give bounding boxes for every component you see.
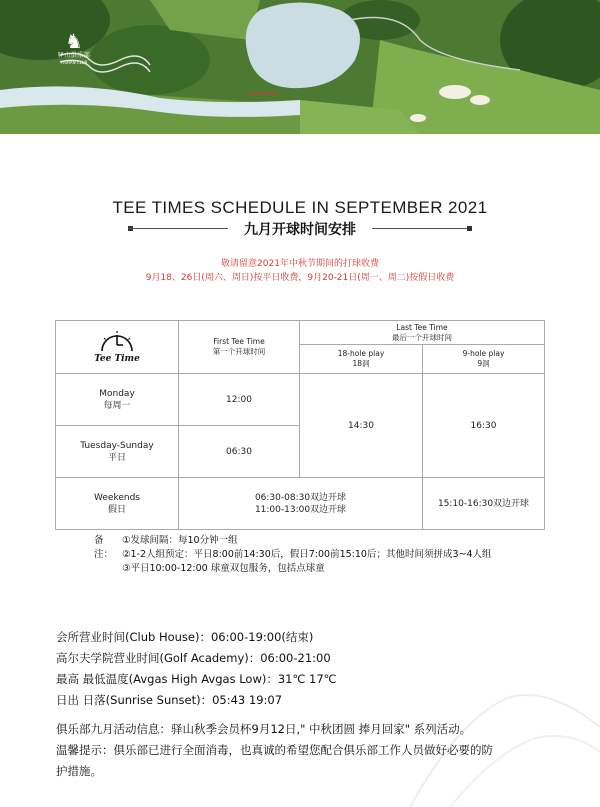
tuesday-sunday-first-tee <box>179 426 300 478</box>
weekday-last-18-hole-value: 14:30 <box>348 420 374 431</box>
title-right-rule <box>372 228 472 229</box>
last-tee-header-en: Last Tee Time <box>396 322 448 332</box>
holiday-notice-line1: 敬请留意2021年中秋节期间的打球收费 <box>221 259 379 269</box>
club-name-en: YISHAN CLUB <box>60 60 88 65</box>
academy-hours: 高尔夫学院营业时间(Golf Academy)：06:00-21:00 <box>56 651 331 665</box>
last-tee-header <box>300 321 544 345</box>
first-tee-header-cn: 第一个开球时间 <box>212 347 266 356</box>
last-tee-header-cn: 最后一个开球时间 <box>392 332 452 342</box>
tee-time-logo <box>92 327 142 367</box>
weekends-label-en: Weekends <box>94 492 140 503</box>
page-title-cn-row <box>128 219 472 239</box>
note-item: ①发球间隔：每10分钟一组 <box>122 535 238 546</box>
tee-time-logo-text: Tee Time <box>94 354 140 364</box>
hero-aerial-photo <box>0 0 600 134</box>
weekday-last-9-hole <box>423 374 544 478</box>
sunrise-sunset-info: 日出 日落(Sunrise Sunset)：05:43 19:07 <box>56 693 283 707</box>
monday-first-tee-value: 12:00 <box>226 394 252 405</box>
club-name-cn: 驿山俱乐部 <box>57 52 91 59</box>
horse-logo-icon: ♞ <box>65 29 83 53</box>
hole9-header-cn: 9洞 <box>477 359 490 368</box>
monday-label-cn: 每周一 <box>103 400 131 411</box>
weekends-last-9-hole-value: 15:10-16:30双边开球 <box>437 498 530 509</box>
tuesday-sunday-label-cell <box>56 426 179 478</box>
weekends-first-tee-line2: 11:00-13:00双边开球 <box>254 504 347 515</box>
note-item: ②1-2人组预定：平日8:00前14:30后，假日7:00前15:10后；其他时间须拼成3~4人组 <box>122 549 492 560</box>
tuesday-sunday-label-en: Tuesday-Sunday <box>80 440 154 451</box>
clubhouse-hours: 会所营业时间(Club House)：06:00-19:00(结束) <box>56 630 314 644</box>
hole18-header-en: 18-hole play <box>337 349 385 358</box>
tee-time-logo-cell <box>56 321 179 374</box>
weekday-last-9-hole-value: 16:30 <box>470 420 497 431</box>
page-title-en: TEE TIMES SCHEDULE IN SEPTEMBER 2021 <box>112 198 488 217</box>
holiday-notice-line2: 9月18、26日(周六、周日)按平日收费，9月20-21日(周一、周二)按假日收费 <box>145 273 455 283</box>
first-tee-header <box>179 321 300 374</box>
notes-list <box>122 534 492 576</box>
monday-label-en: Monday <box>99 388 135 399</box>
golf-course-illustration <box>0 0 600 134</box>
hole9-header <box>423 345 544 374</box>
first-tee-header-en: First Tee Time <box>213 337 265 346</box>
page-title-cn: 九月开球时间安排 <box>244 222 356 238</box>
hole18-header <box>300 345 423 374</box>
weekends-last-9-hole <box>423 478 544 529</box>
hole18-header-cn: 18洞 <box>352 359 370 368</box>
notes-label: 备注： <box>94 535 114 560</box>
weekends-label-cell <box>56 478 179 529</box>
tuesday-sunday-label-cn: 平日 <box>107 452 126 463</box>
weekends-first-tee-line1: 06:30-08:30双边开球 <box>254 492 347 503</box>
hole9-header-en: 9-hole play <box>462 349 505 358</box>
reminder-line1: 温馨提示：俱乐部已进行全面消毒，也真诚的希望您配合俱乐部工作人员做好必要的防 <box>56 743 493 757</box>
weekday-last-18-hole <box>300 374 423 478</box>
tuesday-sunday-first-tee-value: 06:30 <box>226 446 252 457</box>
reminder-line2: 护措施。 <box>56 764 102 778</box>
club-logo <box>52 30 96 66</box>
weekends-label-cn: 假日 <box>107 504 126 515</box>
club-activity-info: 俱乐部九月活动信息：驿山秋季会员杯9月12日," 中秋团圆 捧月回家" 系列活动。 <box>56 722 472 736</box>
weekends-first-tee <box>179 478 423 529</box>
temperature-info: 最高 最低温度(Avgas High Avgas Low)：31℃ 17℃ <box>56 672 337 686</box>
title-right-dot <box>467 226 472 231</box>
monday-label-cell <box>56 374 179 426</box>
tee-time-table <box>55 320 545 530</box>
note-item: ③平日10:00-12:00 球童双包服务，包括点球童 <box>122 563 325 574</box>
monday-first-tee <box>179 374 300 426</box>
